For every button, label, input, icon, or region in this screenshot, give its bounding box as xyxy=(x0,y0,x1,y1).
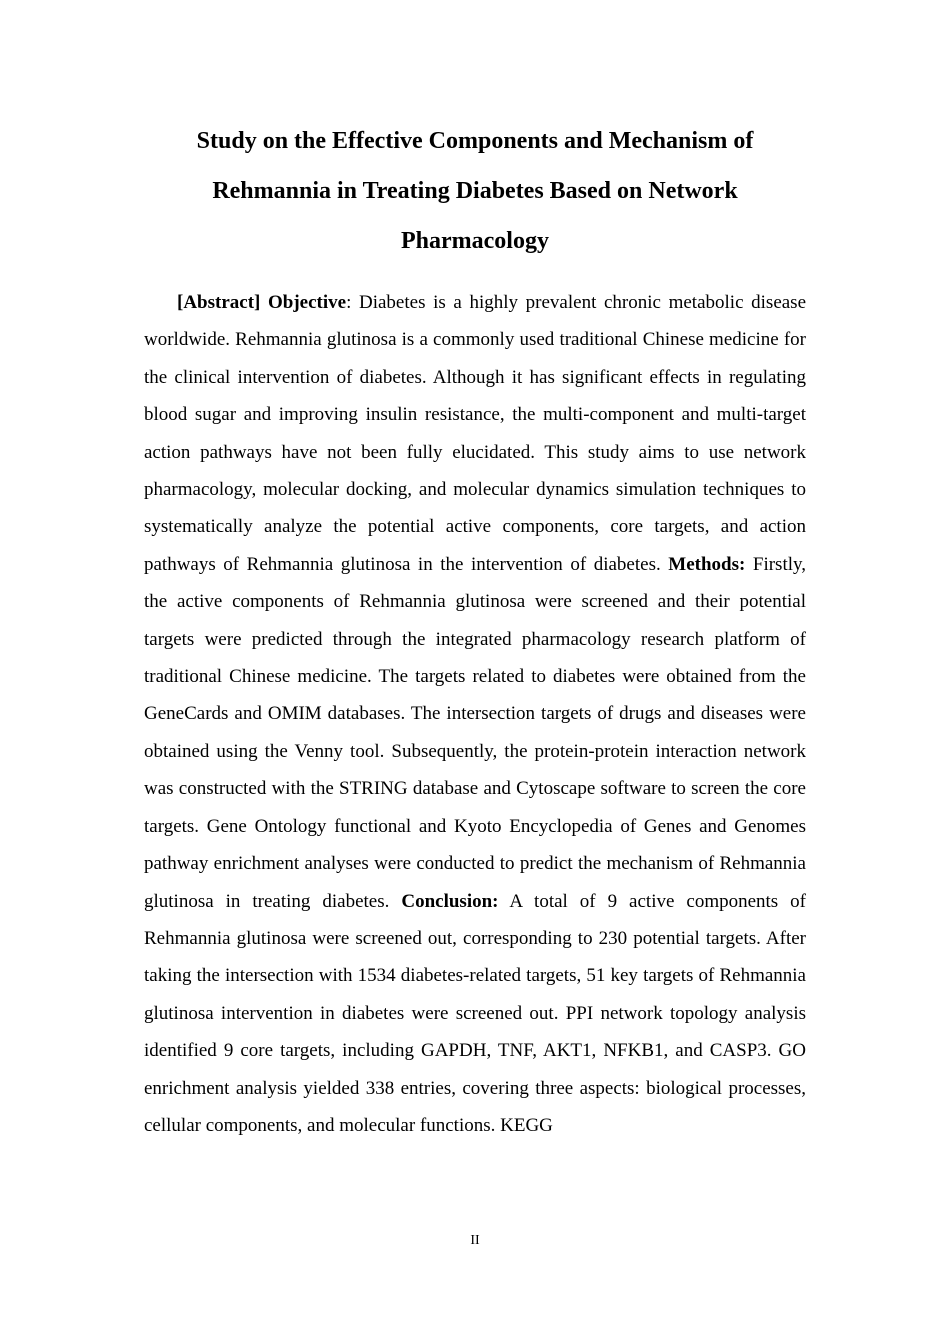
paper-title: Study on the Effective Components and Mechanism of Rehmannia in Treating Diabetes Based on Network Pharmacology xyxy=(196,128,754,254)
objective-text: Diabetes is a highly prevalent chronic metabolic disease worldwide. Rehmannia glutinosa is a commonly used traditional Chinese medicine for the clinical intervention of diabetes. Although it has significant effects in regulating blood sugar and improving insulin resistance, the multi-component and multi-target action pathways have not been fully elucidated. This study aims to use network pharmacology, molecular docking, and molecular dynamics simulation techniques to systematically analyze the potential active components, core targets, and action pathways of Rehmannia glutinosa in the intervention of diabetes. xyxy=(144,292,806,575)
methods-text: Firstly, the active components of Rehmannia glutinosa were screened and their potential targets were predicted through the integrated pharmacology research platform of traditional Chinese medicine. The targets related to diabetes were obtained from the GeneCards and OMIM databases. The intersection targets of drugs and diseases were obtained using the Venny tool. Subsequently, the protein-protein interaction network was constructed with the STRING database and Cytoscape software to screen the core targets. Gene Ontology functional and Kyoto Encyclopedia of Genes and Genomes pathway enrichment analyses were conducted to predict the mechanism of Rehmannia glutinosa in treating diabetes. xyxy=(144,553,806,912)
abstract-paragraph xyxy=(144,284,806,1224)
conclusion-label: Conclusion: xyxy=(401,890,499,912)
conclusion-text: A total of 9 active components of Rehmannia glutinosa were screened out, corresponding to 230 potential targets. After taking the intersection with 1534 diabetes-related targets, 51 key targets of Rehmannia glutinosa intervention in diabetes were screened out. PPI network topology analysis identified 9 core targets, including GAPDH, TNF, AKT1, NFKB1, and CASP3. GO enrichment analysis yielded 338 entries, covering three aspects: biological processes, cellular components, and molecular functions. KEGG xyxy=(144,890,806,1136)
objective-label: Objective xyxy=(268,292,347,313)
objective-separator: : xyxy=(346,292,359,313)
abstract-label: [Abstract] xyxy=(177,292,261,313)
methods-label: Methods: xyxy=(668,553,746,575)
page-number: II xyxy=(470,1233,480,1248)
